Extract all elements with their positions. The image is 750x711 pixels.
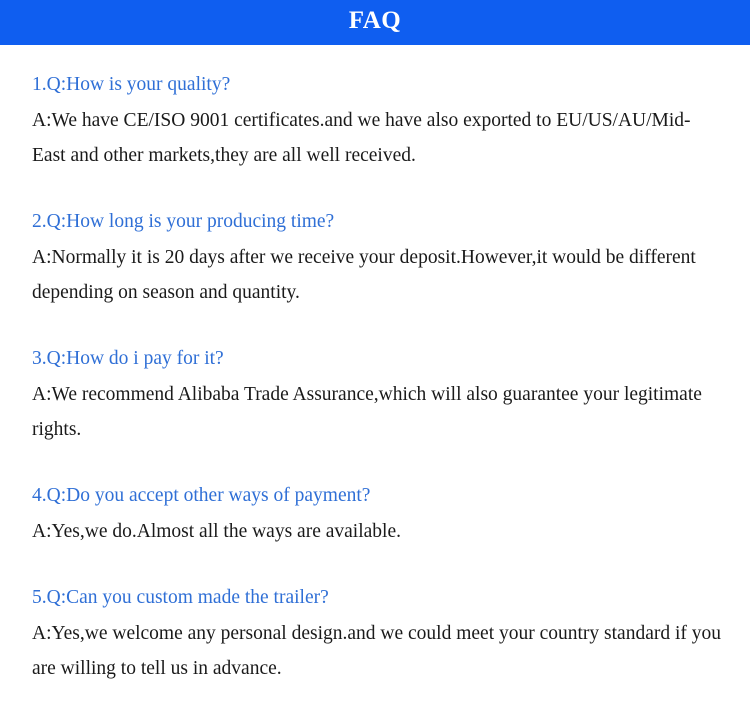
faq-item [32, 344, 722, 447]
faq-answer: A:Yes,we welcome any personal design.and we could meet your country standard if you are willing to tell us in advance. [32, 623, 722, 679]
faq-question: 4.Q:Do you accept other ways of payment? [32, 485, 371, 506]
faq-item [32, 207, 722, 310]
faq-header-bar [0, 0, 750, 45]
faq-answer: A:Yes,we do.Almost all the ways are available. [32, 521, 401, 542]
faq-answer: A:We have CE/ISO 9001 certificates.and we have also exported to EU/US/AU/Mid-East and other markets,they are all well received. [32, 110, 691, 166]
faq-title: FAQ [348, 7, 402, 34]
faq-answer: A:Normally it is 20 days after we receive your deposit.However,it would be different depending on season and quantity. [32, 247, 696, 303]
faq-item [32, 70, 722, 173]
faq-item [32, 481, 722, 549]
faq-question: 5.Q:Can you custom made the trailer? [32, 587, 329, 608]
faq-item [32, 583, 722, 686]
faq-answer: A:We recommend Alibaba Trade Assurance,which will also guarantee your legitimate rights. [32, 384, 702, 440]
faq-question: 1.Q:How is your quality? [32, 74, 231, 95]
faq-question: 2.Q:How long is your producing time? [32, 211, 335, 232]
faq-question: 3.Q:How do i pay for it? [32, 348, 224, 369]
faq-list [32, 70, 722, 686]
